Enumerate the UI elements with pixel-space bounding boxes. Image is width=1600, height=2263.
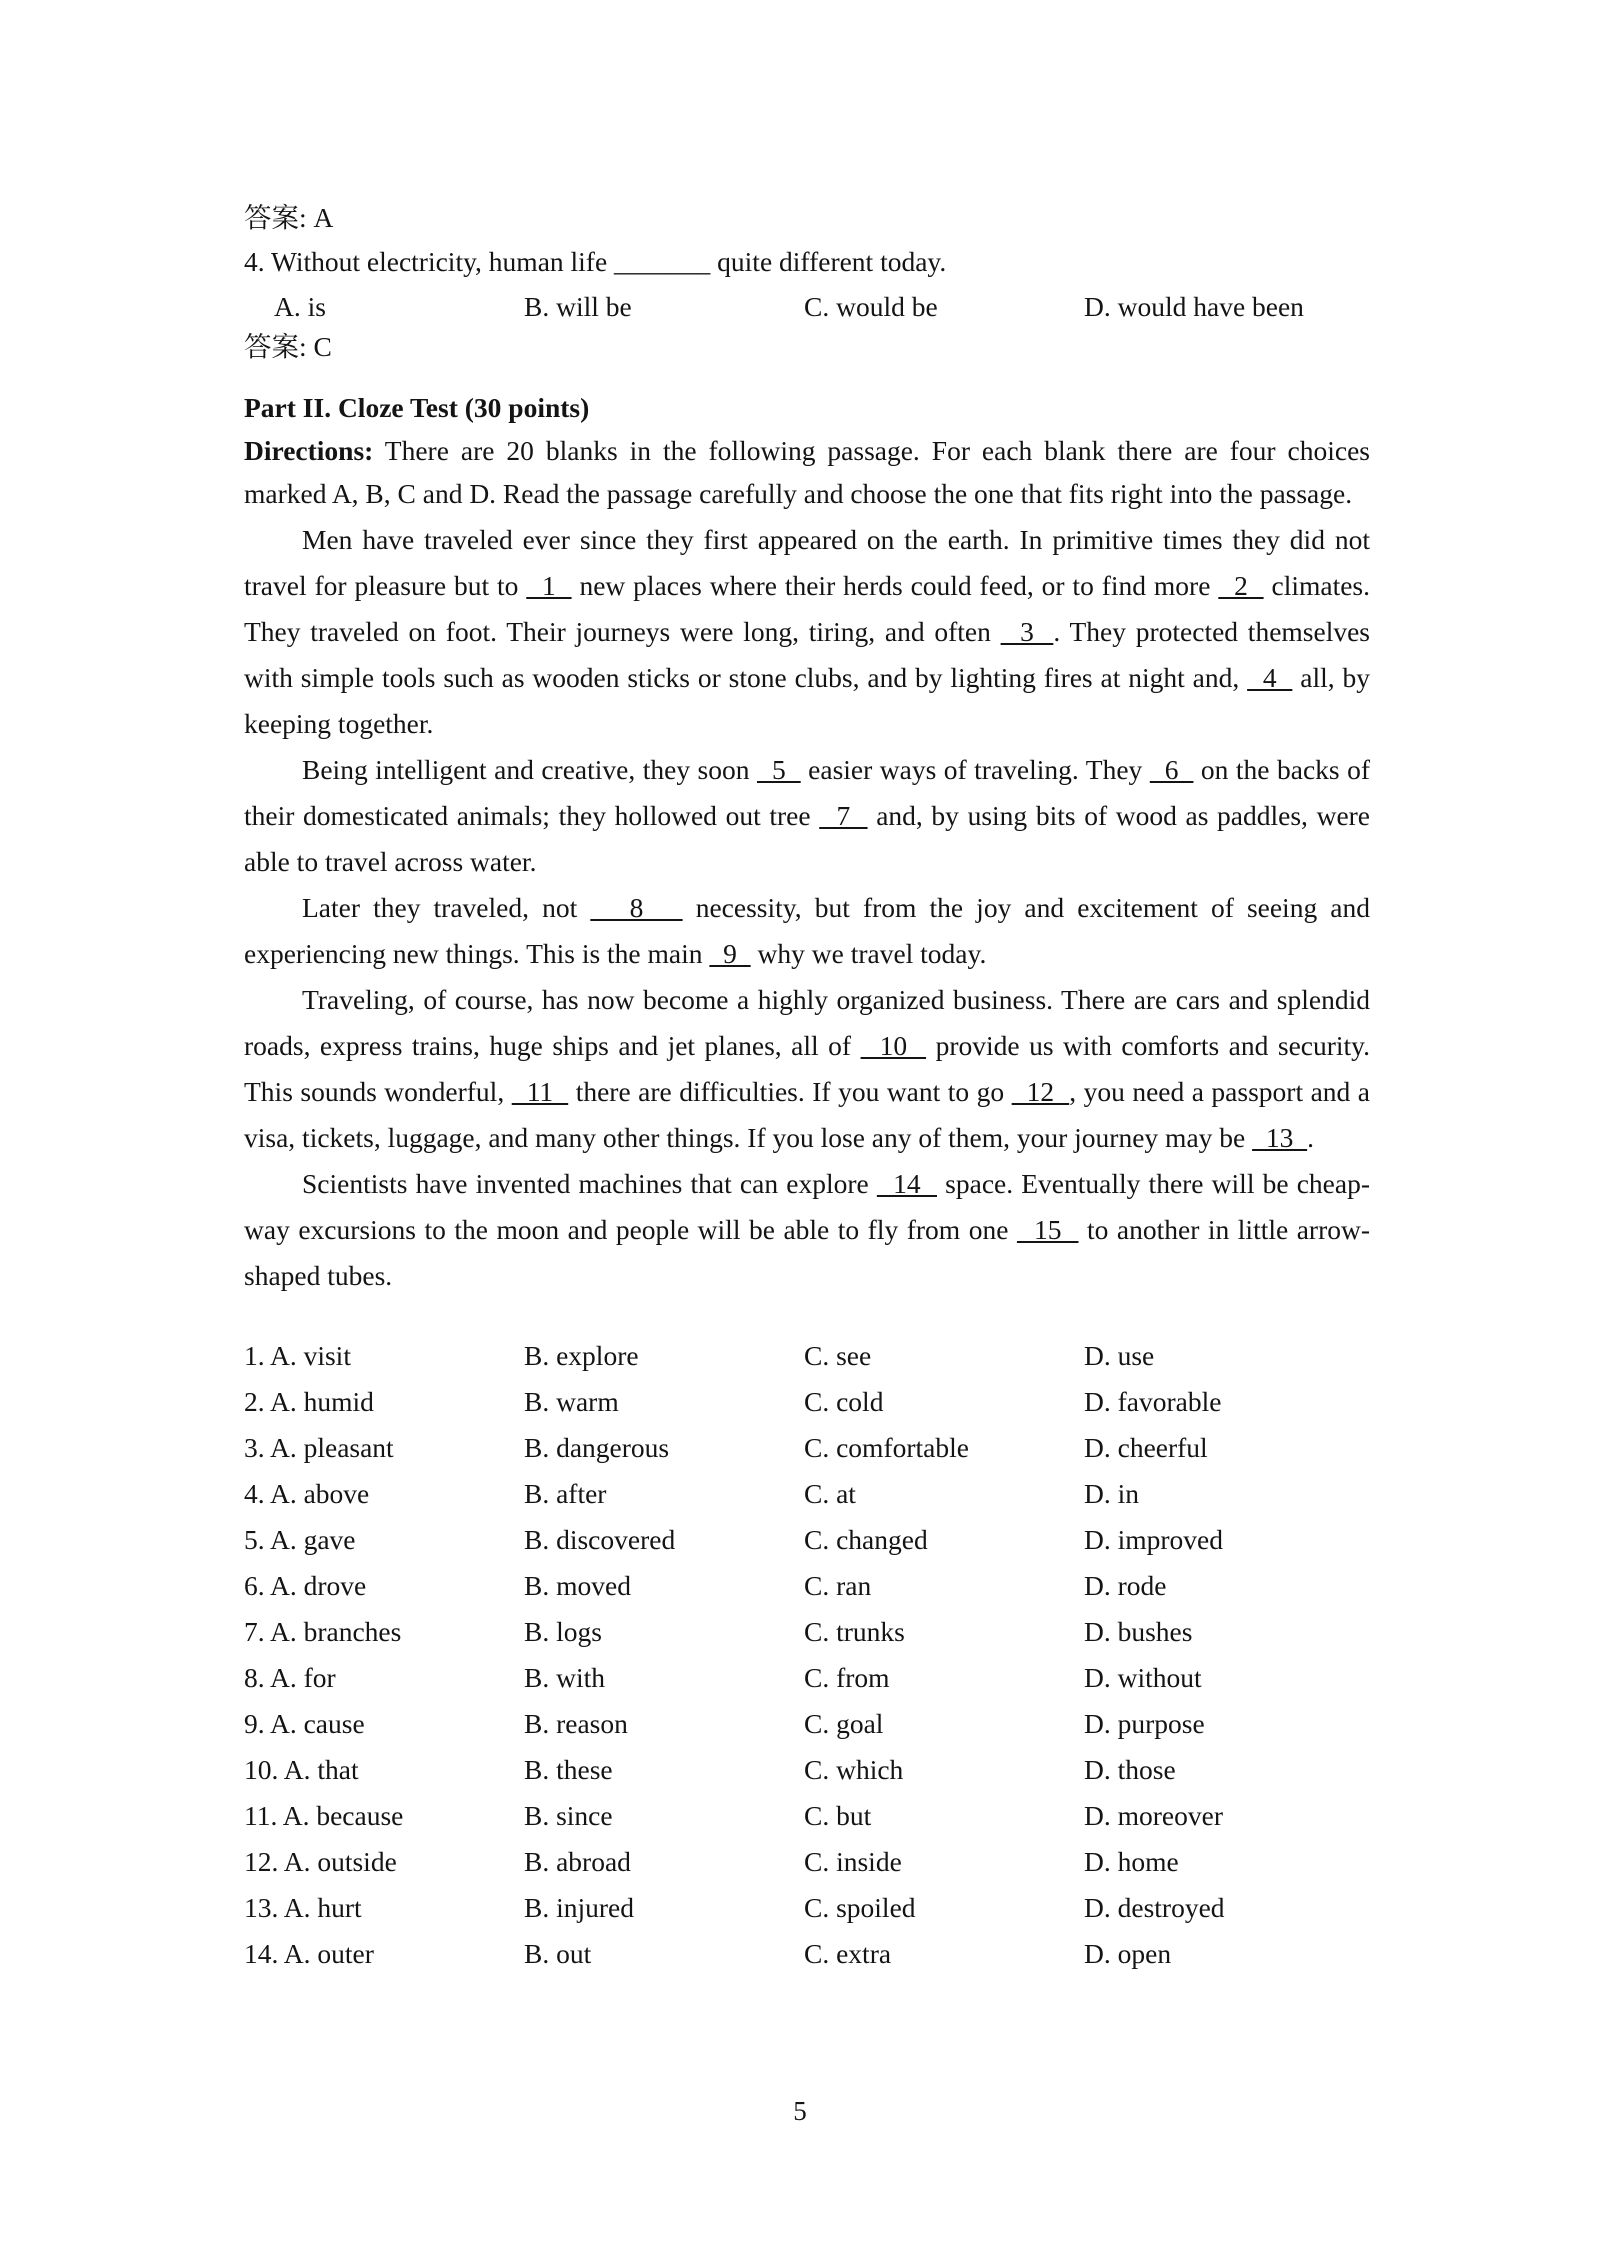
choice-option: D. improved xyxy=(1084,1524,1224,1555)
passage-paragraph-3: Later they traveled, not 8 necessity, but from the joy and excitement of seeing and experiencing new things. This is the main 9 why we travel today. xyxy=(244,892,1370,969)
choice-option: B. reason xyxy=(524,1708,628,1739)
question-4-stem: 4. Without electricity, human life _______ quite different today. xyxy=(244,246,947,277)
choice-row xyxy=(244,1839,1364,1885)
option-a: A. is xyxy=(274,291,326,322)
choice-option: D. in xyxy=(1084,1478,1139,1509)
choice-row xyxy=(244,1747,1364,1793)
choice-option: C. extra xyxy=(804,1938,892,1969)
choice-option: 10. A. that xyxy=(244,1754,359,1785)
blank-11: 11 xyxy=(511,1076,569,1107)
blank-8: 8 xyxy=(590,892,683,923)
choice-option: B. discovered xyxy=(524,1524,676,1555)
choice-row xyxy=(244,1425,1364,1471)
passage-paragraph-5: Scientists have invented machines that can explore 14 space. Eventually there will be cheap-way excursions to the moon and people will be able to fly from one 15 to another in little arrow-shaped tubes. xyxy=(244,1168,1371,1291)
choice-option: D. those xyxy=(1084,1754,1176,1785)
blank-2: 2 xyxy=(1218,570,1264,601)
choice-row xyxy=(244,1471,1364,1517)
question-4-answer: 答案: C xyxy=(244,331,332,362)
choice-option: 13. A. hurt xyxy=(244,1892,362,1923)
choice-option: D. favorable xyxy=(1084,1386,1222,1417)
choice-option: C. cold xyxy=(804,1386,884,1417)
choice-option: D. without xyxy=(1084,1662,1202,1693)
directions-label: Directions: xyxy=(244,435,374,466)
blank-4: 4 xyxy=(1247,662,1293,693)
choices-table xyxy=(244,1333,1364,1977)
choice-option: C. but xyxy=(804,1800,872,1831)
choice-option: B. moved xyxy=(524,1570,631,1601)
choice-option: D. home xyxy=(1084,1846,1179,1877)
choice-option: B. abroad xyxy=(524,1846,631,1877)
choice-option: 1. A. visit xyxy=(244,1340,351,1371)
blank-6: 6 xyxy=(1149,754,1194,785)
choice-option: C. spoiled xyxy=(804,1892,916,1923)
blank-5: 5 xyxy=(757,754,801,785)
choice-option: D. cheerful xyxy=(1084,1432,1208,1463)
choice-option: B. explore xyxy=(524,1340,639,1371)
blank-14: 14 xyxy=(876,1168,937,1199)
passage-paragraph-4: Traveling, of course, has now become a highly organized business. There are cars and splendid roads, express trains, huge ships and jet planes, all of 10 provide us with comforts and security. This sounds wonderful, 11 there are difficulties. If you want to go 12 , you need a passport and a visa, tickets, luggage, and many other things. If you lose any of them, your journey may be 13 . xyxy=(244,984,1371,1153)
choice-option: B. injured xyxy=(524,1892,634,1923)
choice-row xyxy=(244,1885,1364,1931)
blank-9: 9 xyxy=(709,938,751,969)
choice-option: C. from xyxy=(804,1662,890,1693)
blank-3: 3 xyxy=(1000,616,1054,647)
choice-option: 4. A. above xyxy=(244,1478,370,1509)
choice-option: C. see xyxy=(804,1340,872,1371)
choice-option: 6. A. drove xyxy=(244,1570,367,1601)
choice-option: C. comfortable xyxy=(804,1432,969,1463)
blank-1: 1 xyxy=(526,570,572,601)
choice-row xyxy=(244,1609,1364,1655)
choice-option: D. purpose xyxy=(1084,1708,1205,1739)
choice-option: C. goal xyxy=(804,1708,884,1739)
choice-option: B. dangerous xyxy=(524,1432,670,1463)
choice-row xyxy=(244,1333,1364,1379)
blank-13: 13 xyxy=(1252,1122,1308,1153)
choice-option: D. open xyxy=(1084,1938,1172,1969)
choice-option: D. use xyxy=(1084,1340,1155,1371)
choice-row xyxy=(244,1379,1364,1425)
choice-option: 14. A. outer xyxy=(244,1938,374,1969)
choice-row xyxy=(244,1655,1364,1701)
option-d: D. would have been xyxy=(1084,291,1304,322)
directions-text: There are 20 blanks in the following passage. For each blank there are four choices marked A, B, C and D. Read the passage carefully and choose the one that fits right into the passage. xyxy=(244,435,1370,509)
choice-option: B. after xyxy=(524,1478,607,1509)
choice-option: C. changed xyxy=(804,1524,928,1555)
cloze-passage xyxy=(244,517,1370,1299)
passage-paragraph-1: Men have traveled ever since they first appeared on the earth. In primitive times they did not travel for pleasure but to 1 new places where their herds could feed, or to find more 2 climates. They traveled on foot. Their journeys were long, tiring, and often 3 . They protected themselves with simple tools such as wooden sticks or stone clubs, and by lighting fires at night and, 4 all, by keeping together. xyxy=(244,524,1371,739)
choice-option: 3. A. pleasant xyxy=(244,1432,394,1463)
choice-row xyxy=(244,1793,1364,1839)
choice-option: C. which xyxy=(804,1754,904,1785)
choice-row xyxy=(244,1931,1364,1977)
directions xyxy=(244,430,1370,515)
choice-option: D. destroyed xyxy=(1084,1892,1225,1923)
choice-option: D. bushes xyxy=(1084,1616,1193,1647)
choice-row xyxy=(244,1701,1364,1747)
option-c: C. would be xyxy=(804,291,938,322)
passage-paragraph-2: Being intelligent and creative, they soon 5 easier ways of traveling. They 6 on the backs of their domesticated animals; they hollowed out tree 7 and, by using bits of wood as paddles, were able to travel across water. xyxy=(244,754,1371,877)
blank-10: 10 xyxy=(860,1030,927,1061)
choice-option: D. rode xyxy=(1084,1570,1167,1601)
option-b: B. will be xyxy=(524,291,632,322)
choice-option: 12. A. outside xyxy=(244,1846,397,1877)
blank-12: 12 xyxy=(1011,1076,1070,1107)
choice-option: B. warm xyxy=(524,1386,619,1417)
choice-option: 5. A. gave xyxy=(244,1524,356,1555)
page-content xyxy=(244,196,1370,1977)
choice-option: B. out xyxy=(524,1938,592,1969)
choice-row xyxy=(244,1563,1364,1609)
choice-option: C. trunks xyxy=(804,1616,905,1647)
choice-option: C. at xyxy=(804,1478,856,1509)
choice-option: B. logs xyxy=(524,1616,602,1647)
choice-option: 8. A. for xyxy=(244,1662,336,1693)
choice-option: D. moreover xyxy=(1084,1800,1223,1831)
previous-answer: 答案: A xyxy=(244,202,334,233)
choice-option: B. with xyxy=(524,1662,605,1693)
page-number: 5 xyxy=(793,2096,807,2126)
choice-option: 9. A. cause xyxy=(244,1708,365,1739)
choice-option: 7. A. branches xyxy=(244,1616,402,1647)
question-4-options xyxy=(244,284,1370,330)
choice-option: 2. A. humid xyxy=(244,1386,374,1417)
blank-15: 15 xyxy=(1016,1214,1079,1245)
blank-7: 7 xyxy=(819,800,868,831)
choice-option: B. these xyxy=(524,1754,613,1785)
choice-option: B. since xyxy=(524,1800,613,1831)
choice-row xyxy=(244,1517,1364,1563)
choice-option: 11. A. because xyxy=(244,1800,404,1831)
choice-option: C. inside xyxy=(804,1846,902,1877)
part-2-title: Part II. Cloze Test (30 points) xyxy=(244,392,590,423)
choice-option: C. ran xyxy=(804,1570,872,1601)
